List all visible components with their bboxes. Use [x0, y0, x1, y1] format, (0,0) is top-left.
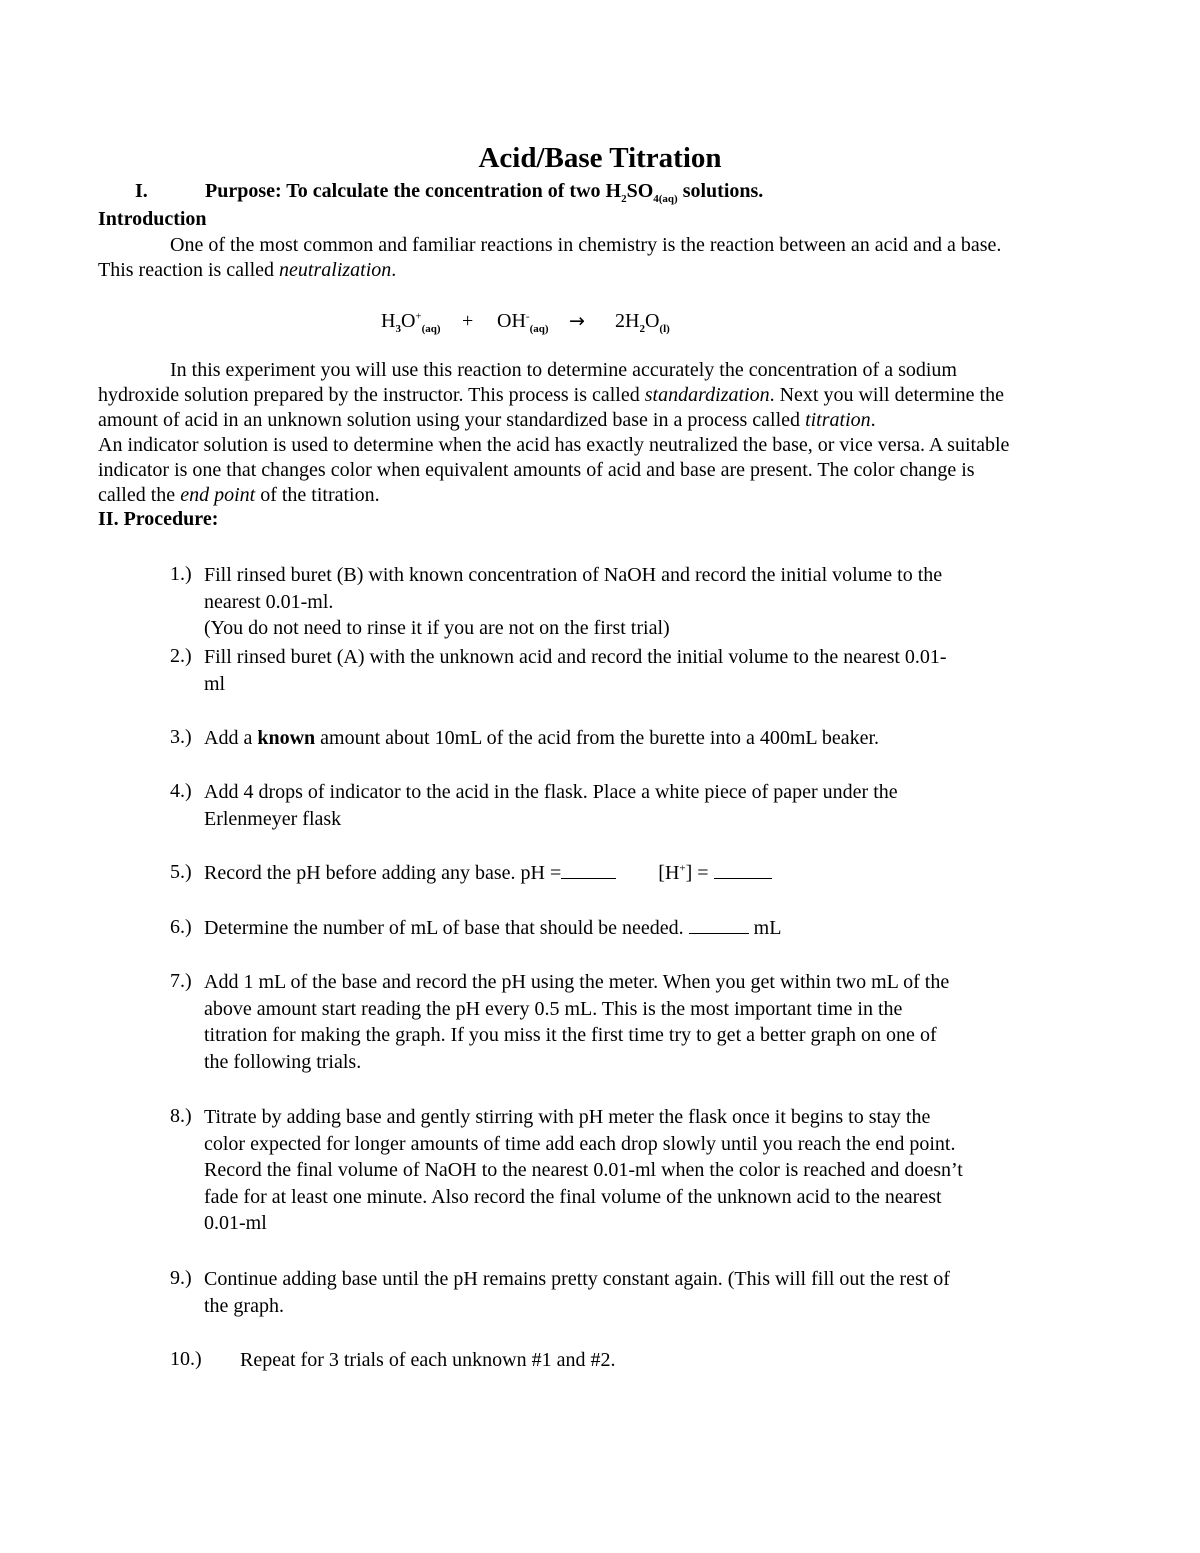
step-line: above amount start reading the pH every 0.5 mL. This is the most important time in the: [204, 997, 903, 1020]
purpose-statement: [205, 180, 763, 203]
procedure-heading: II. Procedure:: [98, 508, 219, 530]
step-10: [240, 1347, 615, 1374]
equation-reactant-2: [497, 310, 549, 333]
text: O: [644, 310, 660, 332]
text: ] =: [685, 862, 714, 884]
step-line: the graph.: [204, 1294, 284, 1317]
text: (aq): [529, 323, 549, 335]
purpose-sub-4aq: 4(aq): [653, 193, 678, 205]
step-8: [204, 1104, 963, 1237]
step-1: [204, 562, 942, 642]
step-9: [204, 1266, 950, 1319]
text: 2: [639, 323, 645, 335]
step-line: Fill rinsed buret (B) with known concentration of NaOH and record the initial volume to the: [204, 564, 943, 586]
purpose-mid: SO: [626, 180, 654, 202]
step-line: Repeat for 3 trials of each unknown #1 and #2.: [240, 1349, 616, 1371]
intro-p3-line3: [98, 483, 380, 508]
intro-p2-line2: [98, 383, 1004, 408]
text: mL: [748, 917, 782, 939]
text: (aq): [421, 323, 441, 335]
text: 2H: [615, 310, 640, 332]
text: amount about 10mL of the acid from the burette into a 400mL beaker.: [315, 727, 880, 749]
section-numeral-1: I.: [135, 180, 148, 202]
equation-product: [615, 310, 670, 333]
term-end-point: end point: [180, 484, 256, 506]
step-line: Erlenmeyer flask: [204, 807, 342, 830]
intro-p3-line2: indicator is one that changes color when equivalent amounts of acid and base are present. The color change is: [98, 459, 975, 481]
term-neutralization: neutralization: [279, 259, 392, 281]
step-7: [204, 969, 949, 1075]
step-number-7: 7.): [170, 970, 192, 992]
step-line: Continue adding base until the pH remains pretty constant again. (This will fill out the rest of: [204, 1268, 950, 1290]
equation-arrow: →: [569, 310, 585, 332]
purpose-suffix: solutions.: [677, 180, 764, 202]
text: . Next you will determine the: [769, 384, 1004, 406]
step-line: Add 4 drops of indicator to the acid in the flask. Place a white piece of paper under the: [204, 781, 898, 803]
text: O: [400, 310, 416, 332]
step-line: (You do not need to rinse it if you are not on the first trial): [204, 617, 670, 639]
step-number-10: 10.): [170, 1348, 202, 1370]
emphasis-known: known: [257, 727, 316, 749]
text: H: [381, 310, 396, 332]
text: This reaction is called: [98, 259, 280, 281]
step-line: nearest 0.01-ml.: [204, 590, 334, 613]
step-number-9: 9.): [170, 1267, 192, 1289]
term-standardization: standardization: [644, 384, 770, 406]
text: amount of acid in an unknown solution using your standardized base in a process called: [98, 409, 806, 431]
step-number-3: 3.): [170, 726, 192, 748]
text: .: [391, 259, 397, 281]
step-3: [204, 725, 879, 752]
text: (l): [659, 323, 670, 335]
ph-blank: [561, 860, 616, 879]
h-concentration-blank: [714, 860, 772, 879]
text: OH: [497, 310, 526, 332]
step-6: [204, 915, 781, 942]
text: Add a: [204, 727, 258, 749]
step-line: Add 1 mL of the base and record the pH using the meter. When you get within two mL of the: [204, 971, 950, 993]
text: Record the pH before adding any base. pH =: [204, 862, 562, 884]
step-number-8: 8.): [170, 1105, 192, 1127]
intro-p2-line3: [98, 408, 876, 433]
step-number-6: 6.): [170, 916, 192, 938]
step-line: fade for at least one minute. Also record the final volume of the unknown acid to the nearest: [204, 1185, 942, 1208]
text: 3: [395, 323, 401, 335]
step-5: [204, 860, 772, 887]
step-line: Titrate by adding base and gently stirring with pH meter the flask once it begins to stay the: [204, 1106, 931, 1128]
text: [H: [658, 862, 680, 884]
ml-blank: [689, 915, 749, 934]
intro-p1-line2: [98, 258, 396, 283]
step-line: titration for making the graph. If you miss it the first time try to get a better graph on one of: [204, 1024, 937, 1046]
step-4: [204, 779, 898, 832]
step-number-4: 4.): [170, 780, 192, 802]
step-number-2: 2.): [170, 645, 192, 667]
step-2: [204, 644, 947, 697]
page-title: Acid/Base Titration: [478, 142, 722, 174]
step-line: ml: [204, 672, 226, 695]
introduction-heading: Introduction: [98, 208, 207, 230]
text: -: [525, 310, 530, 323]
intro-p3-line1: An indicator solution is used to determine when the acid has exactly neutralized the base, or vice versa. A suitable: [98, 434, 1010, 456]
text: Determine the number of mL of base that should be needed.: [204, 917, 689, 939]
purpose-sub-2: 2: [621, 193, 627, 205]
equation-plus: +: [462, 310, 474, 332]
step-number-5: 5.): [170, 861, 192, 883]
step-line: 0.01-ml: [204, 1212, 267, 1234]
text: called the: [98, 484, 181, 506]
step-line: color expected for longer amounts of time add each drop slowly until you reach the end point.: [204, 1132, 956, 1155]
purpose-prefix: Purpose: To calculate the concentration of two H: [205, 180, 622, 202]
equation-reactant-1: [381, 310, 441, 333]
intro-p2-line1: In this experiment you will use this reaction to determine accurately the concentration of a sodium: [170, 359, 957, 381]
step-line: Record the final volume of NaOH to the nearest 0.01-ml when the color is reached and doesn’t: [204, 1159, 963, 1181]
step-number-1: 1.): [170, 563, 192, 585]
intro-p1-line1: One of the most common and familiar reactions in chemistry is the reaction between an acid and a base.: [170, 234, 1002, 256]
term-titration: titration: [805, 409, 871, 431]
text: +: [679, 862, 686, 875]
step-line: the following trials.: [204, 1050, 362, 1073]
text: of the titration.: [255, 484, 380, 506]
text: +: [415, 310, 422, 323]
text: .: [870, 409, 876, 431]
text: hydroxide solution prepared by the instructor. This process is called: [98, 384, 645, 406]
step-line: Fill rinsed buret (A) with the unknown acid and record the initial volume to the nearest 0.01-: [204, 646, 947, 668]
